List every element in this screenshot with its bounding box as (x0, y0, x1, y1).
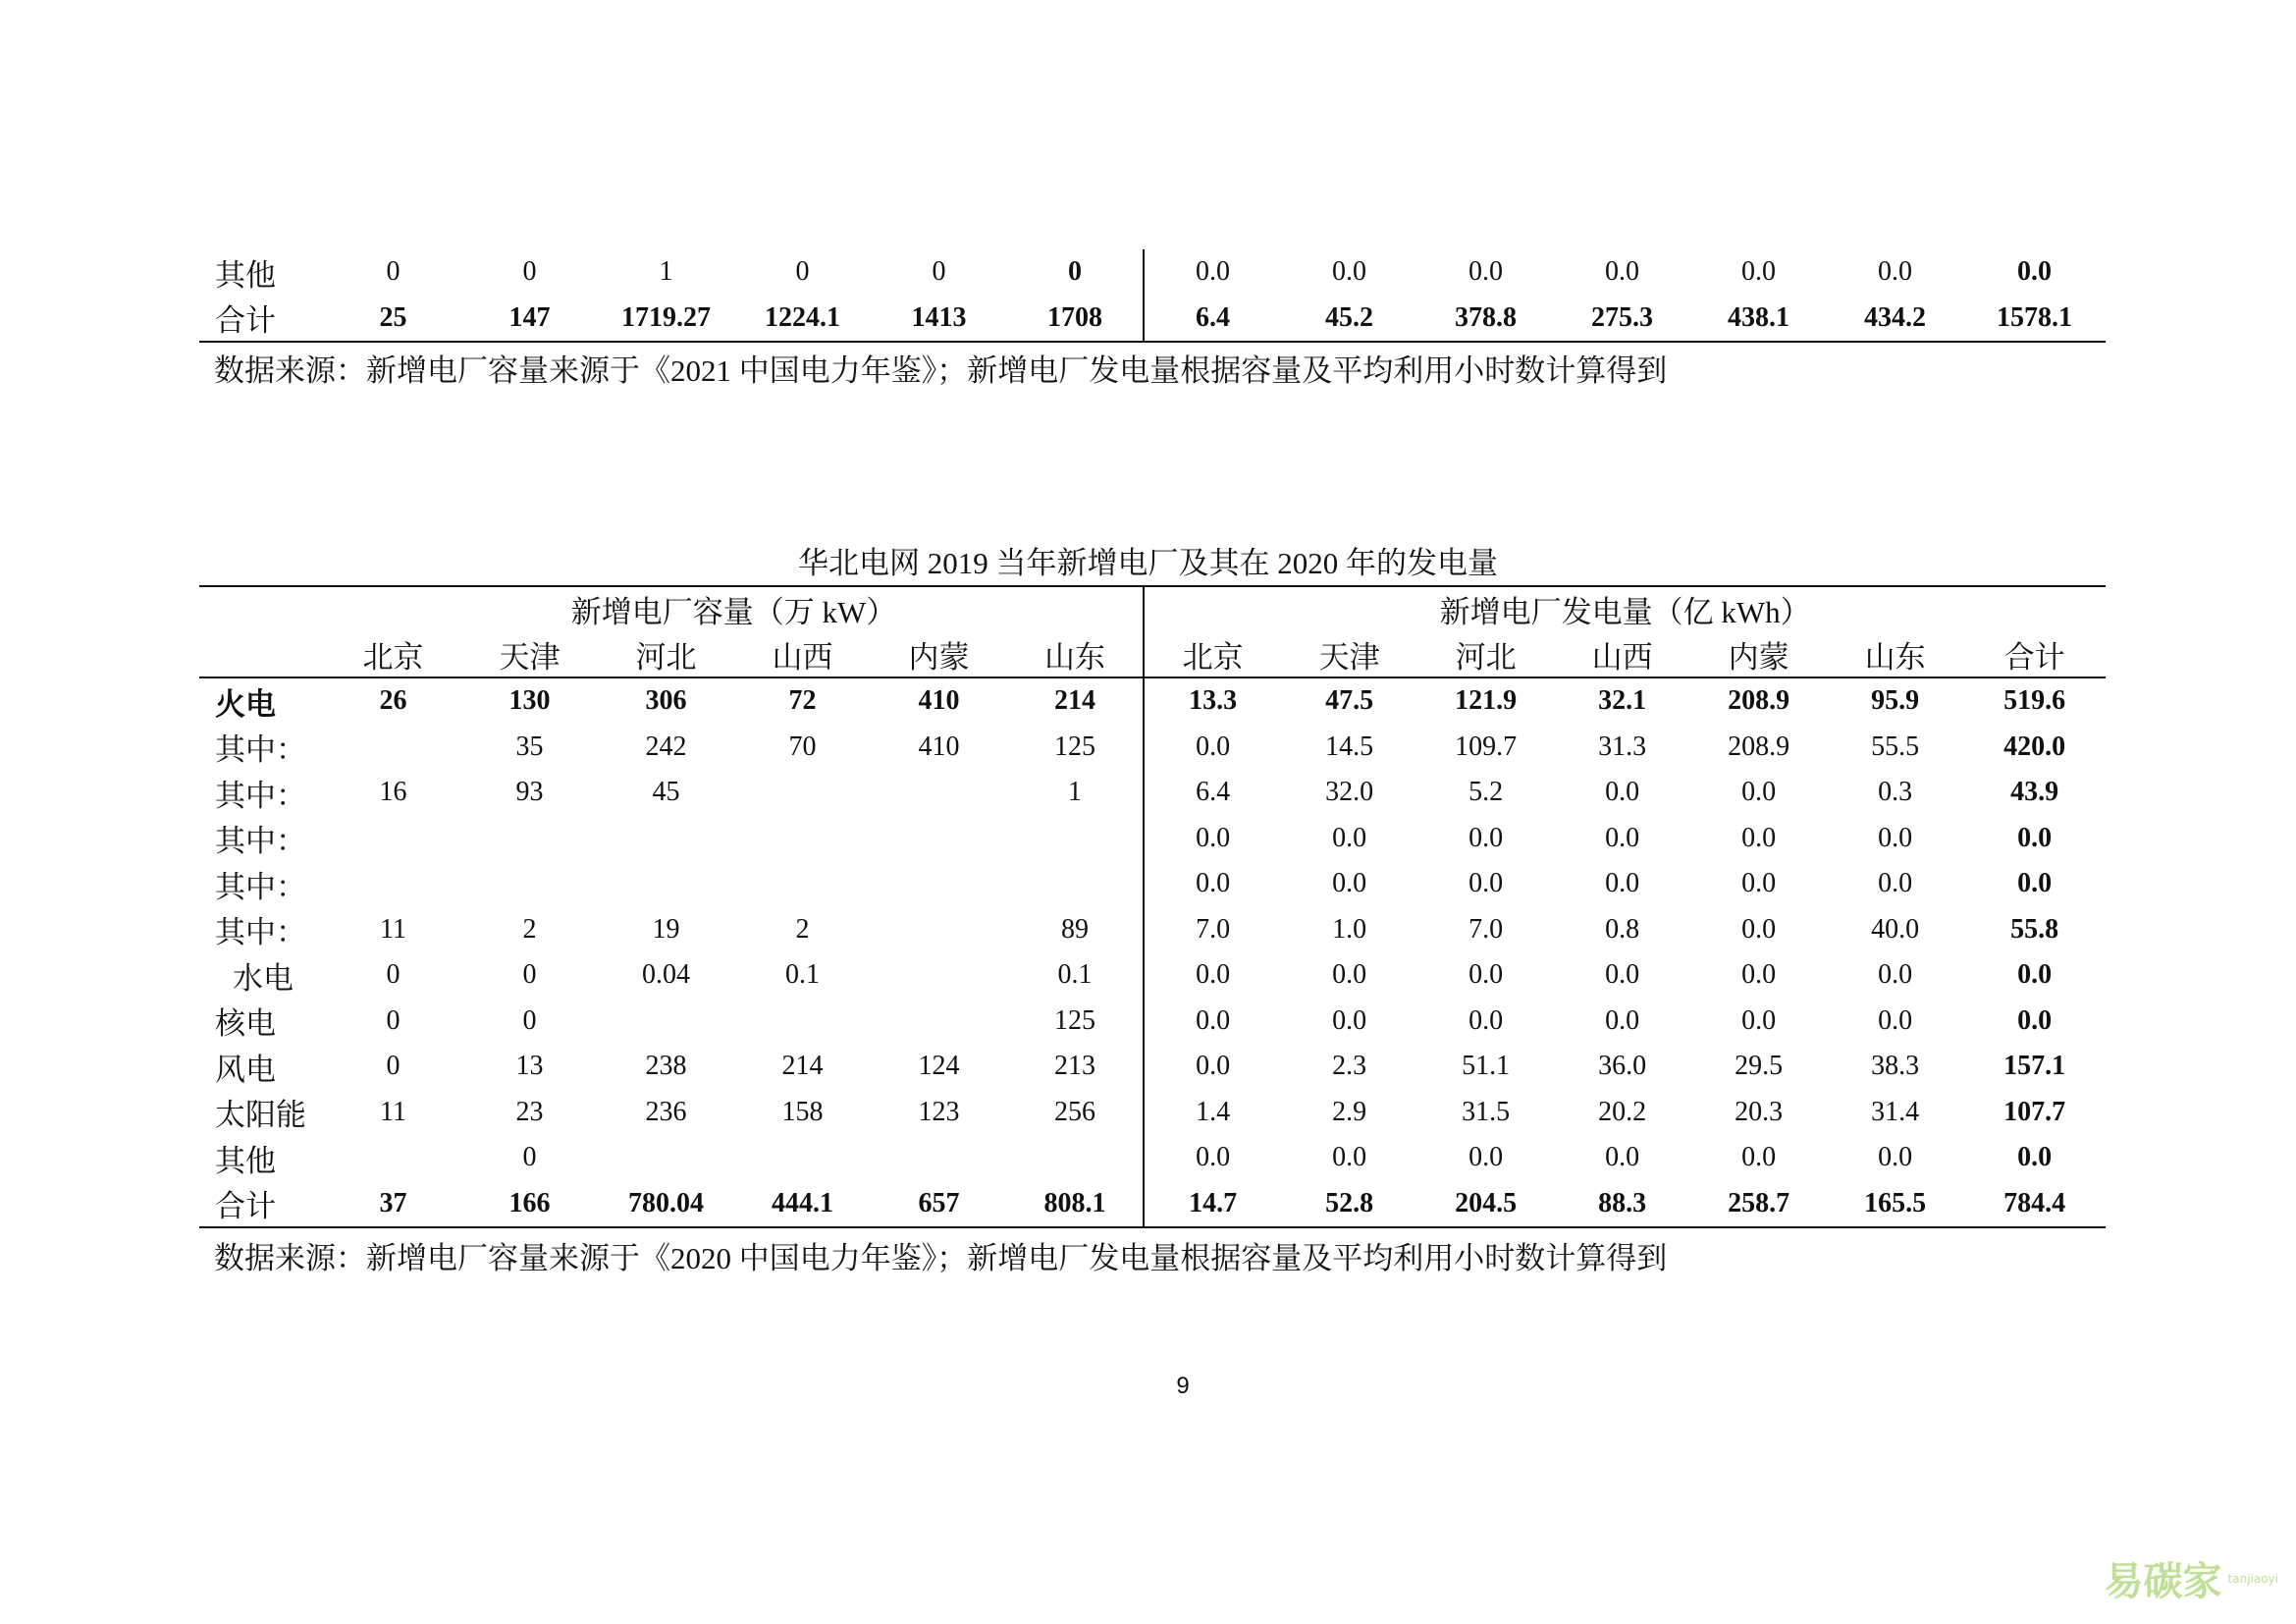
generation-group-header: 新增电厂发电量（亿 kWh） (1144, 586, 2106, 631)
cell: 0.0 (1878, 868, 1913, 899)
column-header: 河北 (1455, 639, 1517, 675)
cell: 0.0 (1144, 725, 1281, 771)
cell: 16 (379, 777, 407, 808)
cell: 165.5 (1864, 1187, 1927, 1218)
column-header: 北京 (362, 639, 424, 675)
cell: 0.0 (1605, 256, 1639, 288)
cell: 38.3 (1871, 1051, 1920, 1082)
cell (871, 770, 1007, 816)
table-1 (199, 249, 2106, 343)
cell (461, 861, 598, 907)
cell: 208.9 (1728, 685, 1790, 717)
table-row (199, 1135, 2106, 1181)
cell: 31.5 (1462, 1096, 1511, 1127)
column-header: 山东 (1044, 639, 1106, 675)
cell (734, 861, 871, 907)
cell: 166 (508, 1187, 551, 1218)
cell: 780.04 (628, 1187, 704, 1218)
cell (1007, 861, 1144, 907)
cell: 0.0 (1332, 1142, 1367, 1173)
capacity-group-header: 新增电厂容量（万 kW） (570, 595, 897, 629)
header-row-groups (199, 586, 2106, 631)
cell (734, 999, 871, 1045)
cell: 13.3 (1144, 677, 1281, 725)
cell: 0.0 (1332, 868, 1367, 899)
cell: 31.4 (1871, 1096, 1920, 1127)
cell: 306 (645, 685, 687, 717)
row-label: 其中： (215, 824, 306, 859)
row-label: 火电 (215, 686, 276, 722)
cell: 438.1 (1728, 301, 1789, 333)
watermark-sub: tanjiaoyi (2227, 1571, 2278, 1586)
table-row (199, 1181, 2106, 1228)
cell: 1719.27 (621, 301, 711, 333)
cell: 258.7 (1728, 1187, 1790, 1218)
row-label: 其中： (215, 869, 306, 904)
cell (598, 816, 734, 862)
table-row (199, 770, 2106, 816)
cell: 0.0 (2017, 256, 2052, 288)
cell: 0.0 (1332, 959, 1367, 991)
row-label: 水电 (233, 960, 294, 996)
cell: 25 (379, 301, 407, 333)
cell: 256 (1054, 1096, 1096, 1127)
cell (598, 999, 734, 1045)
cell: 213 (1054, 1051, 1096, 1082)
cell: 31.3 (1598, 731, 1647, 762)
cell: 14.7 (1144, 1181, 1281, 1228)
cell: 214 (1054, 685, 1096, 717)
cell: 0.0 (1605, 1142, 1640, 1173)
cell: 2.9 (1332, 1096, 1367, 1127)
cell: 420.0 (2003, 731, 2066, 762)
cell: 0.0 (1605, 1004, 1640, 1036)
table-row (199, 952, 2106, 999)
table-row (199, 999, 2106, 1045)
cell: 23 (515, 1096, 544, 1127)
cell: 125 (1054, 731, 1096, 762)
cell (1007, 1135, 1144, 1181)
cell: 0.0 (1878, 1004, 1913, 1036)
cell: 43.9 (2010, 777, 2059, 808)
header-row-regions (199, 631, 2106, 677)
cell: 808.1 (1043, 1187, 1106, 1218)
row-label: 其他 (215, 257, 276, 293)
row-label: 其中： (215, 732, 306, 768)
cell: 0.0 (1741, 913, 1777, 945)
cell: 0.04 (642, 959, 690, 991)
cell: 238 (645, 1051, 687, 1082)
cell (325, 861, 461, 907)
cell: 45.2 (1325, 301, 1373, 333)
cell: 45 (652, 777, 680, 808)
cell: 657 (918, 1187, 960, 1218)
cell: 275.3 (1591, 301, 1653, 333)
row-label: 其他 (215, 1143, 276, 1178)
cell: 0.0 (1605, 822, 1640, 853)
cell (325, 725, 461, 771)
watermark-logo (2105, 1550, 2278, 1606)
row-label: 风电 (215, 1052, 276, 1087)
cell: 378.8 (1455, 301, 1517, 333)
cell: 5.2 (1468, 777, 1504, 808)
cell: 0.0 (1332, 822, 1367, 853)
cell: 0.0 (1605, 959, 1640, 991)
cell: 2 (522, 913, 537, 945)
cell: 0.3 (1878, 777, 1913, 808)
column-header: 北京 (1144, 631, 1281, 677)
table-row-total (199, 296, 2106, 343)
row-label: 太阳能 (215, 1098, 306, 1133)
cell: 0.0 (1741, 822, 1777, 853)
cell: 1.0 (1332, 913, 1367, 945)
cell: 0 (386, 959, 400, 991)
cell: 29.5 (1735, 1051, 1784, 1082)
cell: 0.0 (1878, 822, 1913, 853)
cell (734, 770, 871, 816)
cell (871, 816, 1007, 862)
table-row (199, 677, 2106, 725)
cell: 14.5 (1325, 731, 1374, 762)
cell: 35 (515, 731, 544, 762)
cell (734, 816, 871, 862)
cell (734, 1135, 871, 1181)
table-row (199, 861, 2106, 907)
cell: 0.0 (1605, 777, 1640, 808)
cell: 0.0 (1468, 959, 1504, 991)
cell: 0.0 (1468, 1004, 1504, 1036)
cell: 0.0 (1878, 256, 1912, 288)
cell: 1 (1068, 777, 1083, 808)
cell: 0.0 (1741, 1142, 1777, 1173)
cell: 0 (932, 256, 946, 288)
cell: 109.7 (1455, 731, 1518, 762)
cell: 1578.1 (1997, 301, 2072, 333)
cell (871, 907, 1007, 953)
cell: 13 (515, 1051, 544, 1082)
row-label: 核电 (215, 1006, 276, 1042)
cell: 20.2 (1598, 1096, 1647, 1127)
cell: 121.9 (1455, 685, 1518, 717)
cell (325, 816, 461, 862)
cell: 1.4 (1144, 1090, 1281, 1136)
table-2-source-note: 数据来源：新增电厂容量来源于《2020 中国电力年鉴》；新增电厂发电量根据容量及平均利用小时数计算得到 (214, 1241, 1668, 1275)
cell: 0.0 (2017, 868, 2053, 899)
table-row (199, 725, 2106, 771)
table-row (199, 907, 2106, 953)
cell: 157.1 (2003, 1051, 2066, 1082)
cell: 20.3 (1735, 1096, 1784, 1127)
cell: 208.9 (1728, 731, 1790, 762)
cell (871, 999, 1007, 1045)
column-header: 山东 (1864, 639, 1926, 675)
cell: 0.0 (1144, 952, 1281, 999)
cell: 242 (645, 731, 687, 762)
cell: 130 (508, 685, 551, 717)
cell: 0 (386, 1004, 400, 1036)
cell: 0.0 (1468, 1142, 1504, 1173)
cell: 410 (918, 685, 960, 717)
cell: 7.0 (1144, 907, 1281, 953)
cell: 0.0 (1878, 1142, 1913, 1173)
row-label: 合计 (215, 1189, 276, 1224)
cell (1007, 816, 1144, 862)
cell: 2.3 (1332, 1051, 1367, 1082)
watermark-text: 易碳家 (2104, 1559, 2222, 1604)
cell: 0.0 (1878, 959, 1913, 991)
cell: 0.0 (1144, 249, 1281, 296)
cell: 93 (515, 777, 544, 808)
table-2 (199, 585, 2106, 1228)
column-header: 山西 (772, 639, 833, 675)
cell: 0 (522, 1142, 537, 1173)
cell: 0.0 (1144, 1135, 1281, 1181)
table-row (199, 1044, 2106, 1090)
cell: 88.3 (1598, 1187, 1647, 1218)
cell: 0.0 (1144, 816, 1281, 862)
column-header: 合计 (2003, 639, 2065, 675)
cell (598, 861, 734, 907)
row-label: 其中： (215, 778, 306, 813)
cell: 0 (522, 1004, 537, 1036)
cell (871, 1135, 1007, 1181)
cell: 0.0 (2017, 1004, 2053, 1036)
cell: 55.8 (2010, 913, 2059, 945)
cell: 147 (508, 301, 551, 333)
cell: 1413 (911, 301, 967, 333)
cell: 2 (795, 913, 810, 945)
cell: 7.0 (1468, 913, 1504, 945)
table-2-title: 华北电网 2019 当年新增电厂及其在 2020 年的发电量 (798, 546, 1498, 580)
cell: 410 (918, 731, 960, 762)
cell: 26 (379, 685, 407, 717)
cell: 0 (795, 256, 810, 288)
table-2-body (199, 677, 2106, 1227)
cell: 214 (781, 1051, 824, 1082)
cell: 0.0 (1468, 256, 1503, 288)
column-header: 山西 (1591, 639, 1653, 675)
cell: 72 (788, 685, 817, 717)
table-1-source-note: 数据来源：新增电厂容量来源于《2021 中国电力年鉴》；新增电厂发电量根据容量及平均利用小时数计算得到 (214, 353, 1668, 388)
column-header: 内蒙 (1728, 639, 1789, 675)
cell: 0.0 (1741, 959, 1777, 991)
cell: 47.5 (1325, 685, 1374, 717)
cell: 236 (645, 1096, 687, 1127)
cell: 0.0 (1741, 777, 1777, 808)
cell: 1224.1 (765, 301, 840, 333)
row-label: 其中： (215, 915, 306, 950)
cell: 32.1 (1598, 685, 1647, 717)
cell: 11 (380, 1096, 406, 1127)
cell: 0.0 (1332, 1004, 1367, 1036)
cell: 55.5 (1871, 731, 1920, 762)
table-row (199, 816, 2106, 862)
cell: 0 (1068, 256, 1082, 288)
cell: 124 (918, 1051, 960, 1082)
cell: 784.4 (2003, 1187, 2066, 1218)
cell: 51.1 (1462, 1051, 1511, 1082)
cell: 125 (1054, 1004, 1096, 1036)
cell: 0.0 (2017, 1142, 2053, 1173)
cell: 0.0 (2017, 822, 2053, 853)
cell: 0.8 (1605, 913, 1640, 945)
cell: 0.0 (1468, 822, 1504, 853)
cell: 95.9 (1871, 685, 1920, 717)
cell: 11 (380, 913, 406, 945)
cell: 519.6 (2003, 685, 2066, 717)
page-number: 9 (1176, 1373, 1190, 1399)
cell: 6.4 (1144, 296, 1281, 343)
cell: 158 (781, 1096, 824, 1127)
cell: 19 (652, 913, 680, 945)
cell: 37 (379, 1187, 407, 1218)
cell: 0 (522, 959, 537, 991)
cell (461, 816, 598, 862)
cell: 0.0 (1741, 868, 1777, 899)
cell: 70 (788, 731, 817, 762)
cell: 444.1 (772, 1187, 833, 1218)
cell: 0.0 (2017, 959, 2053, 991)
cell (325, 1135, 461, 1181)
table-row (199, 1090, 2106, 1136)
cell: 89 (1061, 913, 1090, 945)
cell: 123 (918, 1096, 960, 1127)
column-header: 天津 (499, 639, 561, 675)
cell: 0 (522, 256, 537, 288)
cell: 0.0 (1741, 1004, 1777, 1036)
cell: 0.0 (1332, 256, 1366, 288)
cell: 434.2 (1864, 301, 1926, 333)
cell: 0.0 (1605, 868, 1640, 899)
column-header: 河北 (635, 639, 697, 675)
cell (598, 1135, 734, 1181)
column-header: 内蒙 (908, 639, 970, 675)
cell: 36.0 (1598, 1051, 1647, 1082)
cell: 52.8 (1325, 1187, 1374, 1218)
cell: 40.0 (1871, 913, 1920, 945)
cell: 0.0 (1144, 861, 1281, 907)
cell: 0.0 (1741, 256, 1776, 288)
cell: 0.0 (1144, 999, 1281, 1045)
cell: 107.7 (2003, 1096, 2066, 1127)
cell: 6.4 (1144, 770, 1281, 816)
row-label: 合计 (215, 303, 276, 339)
cell (871, 952, 1007, 999)
cell: 0 (386, 256, 400, 288)
cell (871, 861, 1007, 907)
cell: 204.5 (1455, 1187, 1518, 1218)
cell: 32.0 (1325, 777, 1374, 808)
cell: 0.0 (1144, 1044, 1281, 1090)
cell: 0.1 (785, 959, 820, 991)
column-header: 天津 (1318, 639, 1380, 675)
cell: 0.1 (1057, 959, 1093, 991)
cell: 1708 (1047, 301, 1102, 333)
cell: 0 (386, 1051, 400, 1082)
table-row (199, 249, 2106, 296)
cell: 1 (659, 256, 673, 288)
cell: 0.0 (1468, 868, 1504, 899)
